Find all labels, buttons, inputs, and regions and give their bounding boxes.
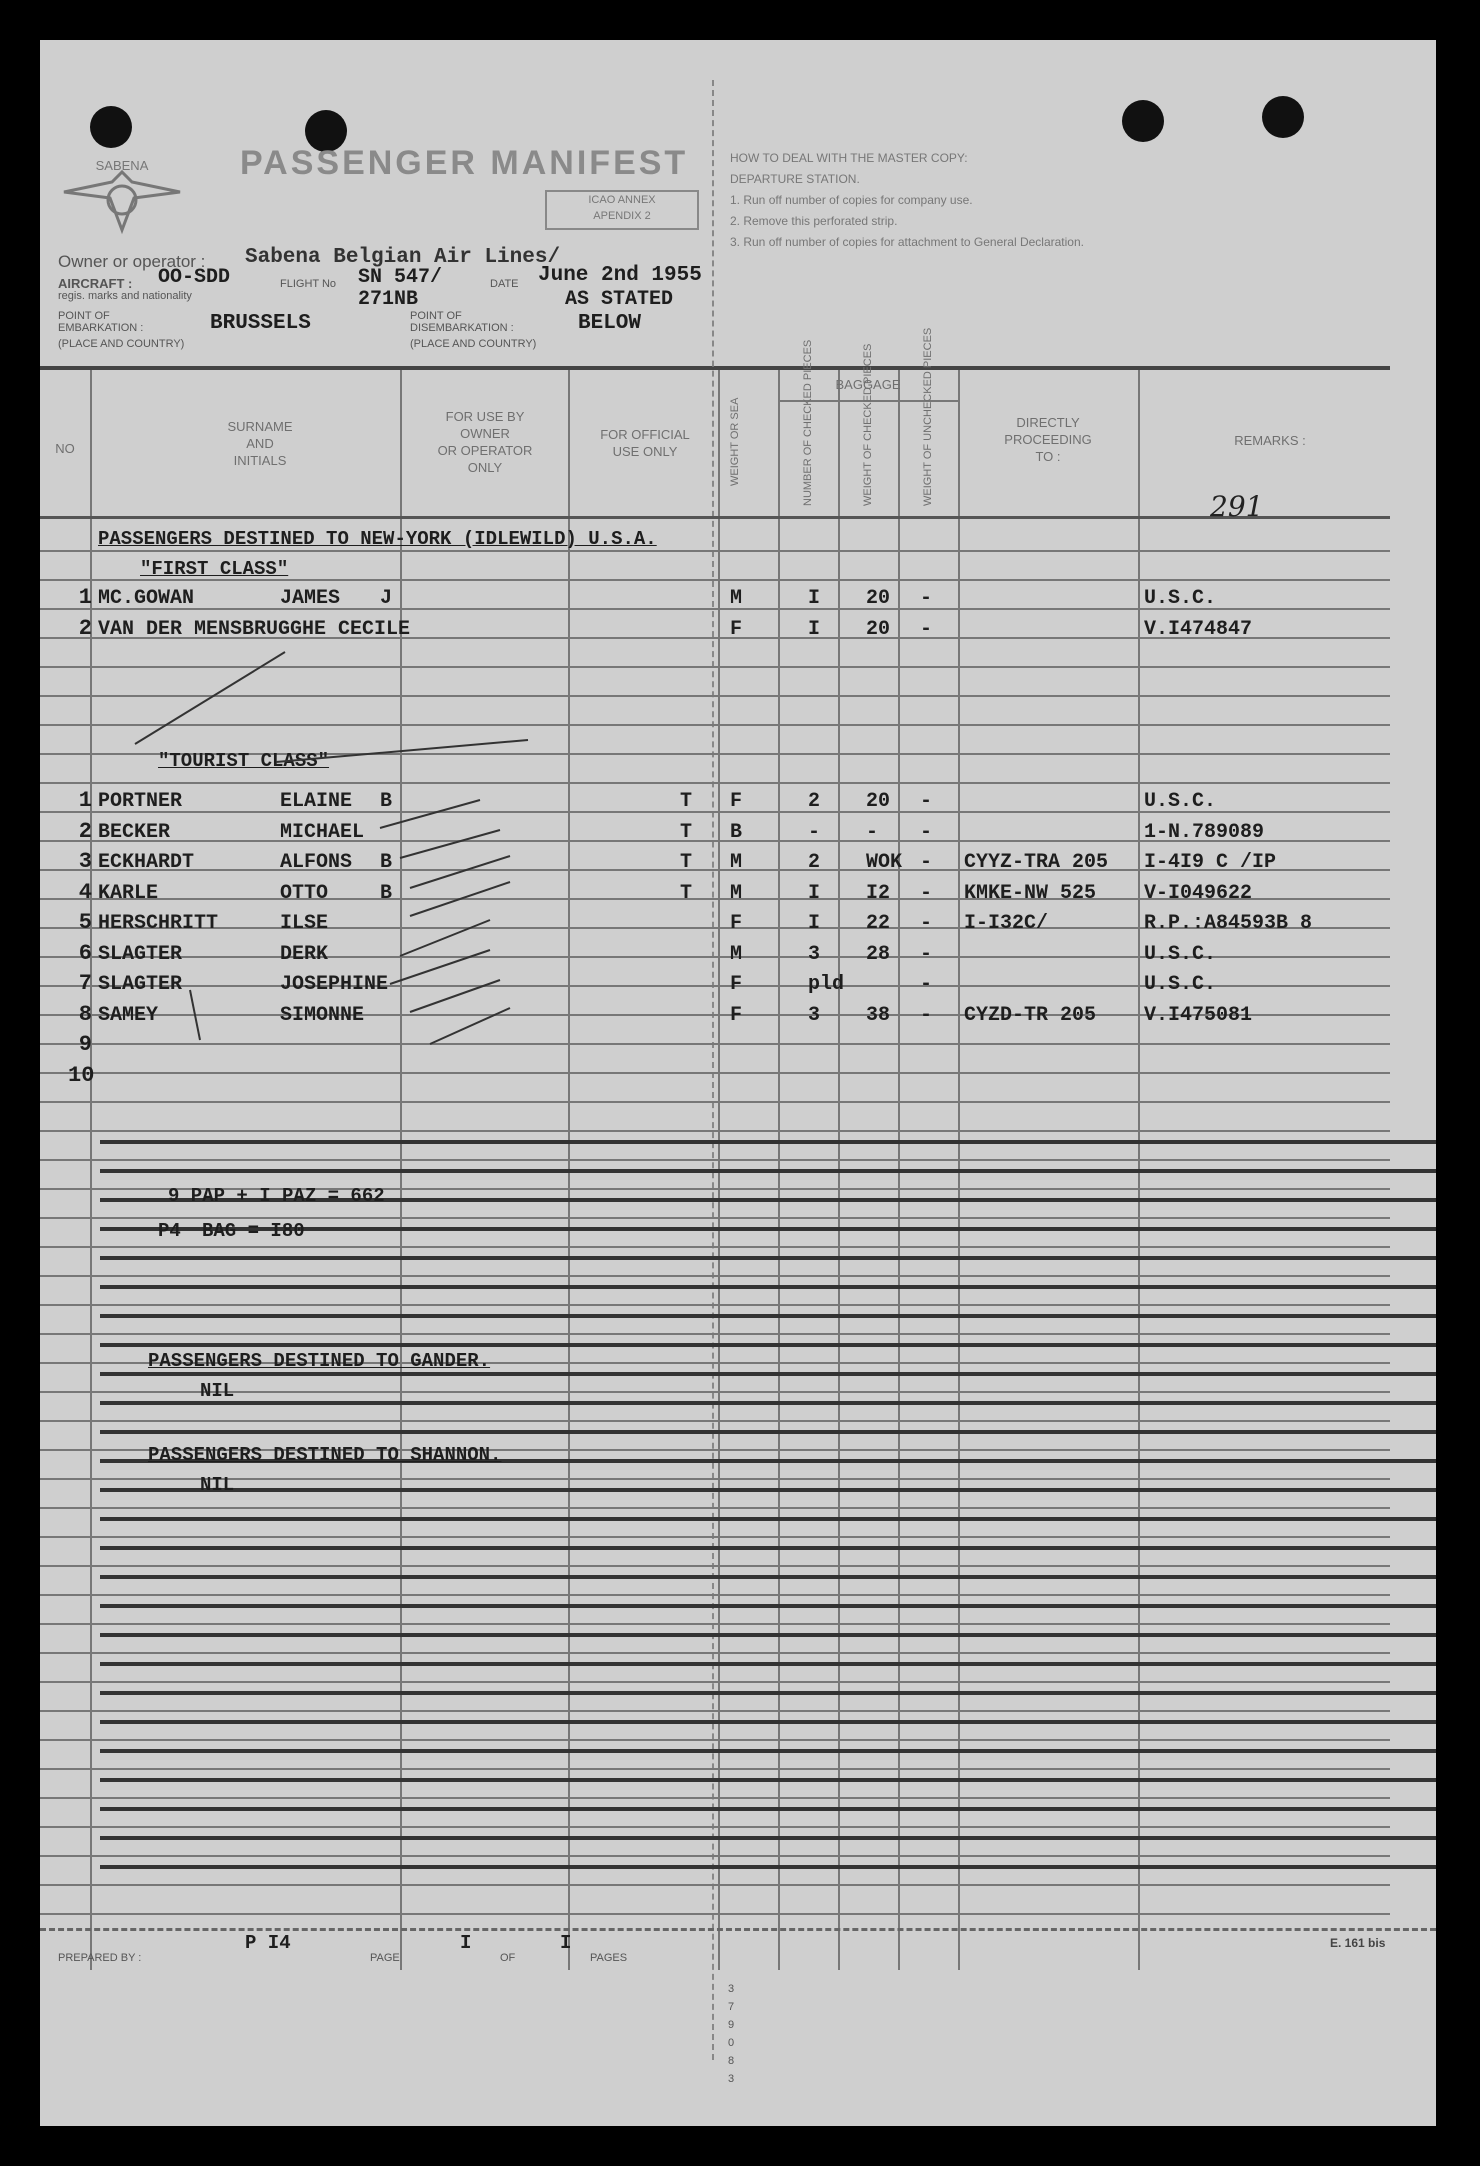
cell-unchecked: - <box>920 820 933 844</box>
cell-no: 3 <box>78 849 92 874</box>
cell-no: 7 <box>78 971 92 996</box>
embark-sub: (PLACE AND COUNTRY) <box>58 338 185 350</box>
cell-initial: J <box>380 587 393 610</box>
cell-surname: VAN DER MENSBRUGGHE CECILE <box>98 618 411 641</box>
cell-surname: SLAGTER <box>98 942 183 966</box>
cell-remarks: U.S.C. <box>1144 973 1217 996</box>
aircraft-sub: regis. marks and nationality <box>58 290 192 302</box>
of-label: OF <box>500 1952 516 1964</box>
cell-sex: M <box>730 851 743 874</box>
cell-pieces: 3 <box>808 1003 821 1027</box>
manifest-sheet <box>40 40 1436 2126</box>
col-proceeding-line: TO : <box>1035 449 1061 464</box>
cell-remarks: V.I474847 <box>1144 618 1253 641</box>
date-value2: AS STATED <box>565 288 674 311</box>
cell-remarks: V-I049622 <box>1144 881 1253 905</box>
cell-surname: MC.GOWAN <box>98 587 195 610</box>
col-owner-line: ONLY <box>467 460 503 475</box>
col-owner-line: OWNER <box>460 426 510 441</box>
cell-remarks: U.S.C. <box>1144 587 1217 610</box>
shannon-value: NIL <box>200 1474 235 1496</box>
cell-pieces: 3 <box>808 942 821 966</box>
cell-remarks: 1-N.789089 <box>1144 820 1265 844</box>
cell-pieces: I <box>808 618 821 641</box>
prepared-value: P I4 <box>245 1932 291 1954</box>
cell-given: MICHAEL <box>280 820 365 844</box>
cell-given: JAMES <box>280 587 341 610</box>
embark-value: BRUSSELS <box>210 312 311 335</box>
cell-no: 2 <box>78 616 92 641</box>
first-class-label: "FIRST CLASS" <box>140 558 289 580</box>
cell-pieces: I <box>808 587 821 610</box>
disembark-sub: (PLACE AND COUNTRY) <box>410 338 537 350</box>
flight-value: SN 547/ <box>358 266 443 289</box>
cell-given: ALFONS <box>280 851 353 874</box>
cell-surname: SAMEY <box>98 1003 159 1027</box>
strip-digits: 3 7 9 0 8 3 <box>728 1983 735 2085</box>
cell-remarks: I-4I9 C /IP <box>1144 851 1277 874</box>
instruction-item: 2. Remove this perforated strip. <box>730 214 898 228</box>
cell-weight: 28 <box>866 942 891 966</box>
of-value: I <box>560 1932 572 1954</box>
cell-pieces: 2 <box>808 790 821 813</box>
col-baggage: BAGGAGE <box>835 377 901 392</box>
cell-remarks: U.S.C. <box>1144 790 1217 813</box>
cell-given: SIMONNE <box>280 1003 365 1027</box>
cell-given: ILSE <box>280 912 329 935</box>
cell-weight: 20 <box>866 587 891 610</box>
pen-strokes-icon <box>40 40 1436 2126</box>
date-label: DATE <box>490 278 519 290</box>
cell-no: 10 <box>68 1062 95 1088</box>
aircraft-value: OO-SDD <box>158 266 231 289</box>
section-newyork: PASSENGERS DESTINED TO NEW-YORK (IDLEWILD) U.S.A. <box>98 528 657 550</box>
col-owner-line: OR OPERATOR <box>437 443 533 458</box>
cell-sex: B <box>730 820 743 844</box>
col-no: NO <box>55 441 75 456</box>
cell-unchecked: - <box>920 618 933 641</box>
tourist-class-label: "TOURIST CLASS" <box>158 750 330 772</box>
section-gander: PASSENGERS DESTINED TO GANDER. <box>148 1350 491 1372</box>
disembark-label: POINT OF DISEMBARKATION : <box>410 310 514 334</box>
cell-unchecked: - <box>920 942 933 966</box>
instruction-item: 3. Run off number of copies for attachment to General Declaration. <box>730 235 1084 249</box>
section-shannon: PASSENGERS DESTINED TO SHANNON. <box>148 1444 502 1466</box>
col-surname-line: INITIALS <box>233 453 287 468</box>
col-proceeding-line: PROCEEDING <box>1004 432 1092 447</box>
cell-pieces: I <box>808 881 821 905</box>
cell-sex: F <box>730 618 743 641</box>
instructions-sub: DEPARTURE STATION. <box>730 172 860 186</box>
col-bag-weight: WEIGHT OF CHECKED PIECES <box>862 343 874 506</box>
totals-prefix: P4 <box>158 1220 181 1242</box>
page-mark: 291 <box>1210 490 1264 523</box>
cell-official: T <box>680 820 693 844</box>
svg-text:SABENA: SABENA <box>95 158 149 173</box>
cell-unchecked: - <box>920 912 933 935</box>
cell-given: ELAINE <box>280 790 353 813</box>
cell-sex: M <box>730 942 743 966</box>
cell-surname: HERSCHRITT <box>98 912 219 935</box>
cell-no: 8 <box>78 1001 92 1027</box>
cell-proceeding: KMKE-NW 525 <box>964 881 1097 905</box>
cell-sex: M <box>730 587 743 610</box>
cell-weight: 22 <box>866 912 891 935</box>
cell-no: 2 <box>78 818 92 844</box>
embark-label: POINT OF EMBARKATION : <box>58 310 144 334</box>
aircraft-label: AIRCRAFT : <box>58 276 133 291</box>
col-official-line: FOR OFFICIAL <box>600 427 690 442</box>
cell-surname: PORTNER <box>98 790 183 813</box>
cell-initial: B <box>380 790 393 813</box>
cell-given: OTTO <box>280 881 329 905</box>
cell-sex: F <box>730 790 743 813</box>
pages-label: PAGES <box>590 1952 628 1964</box>
col-surname-line: AND <box>246 436 274 451</box>
col-remarks: REMARKS : <box>1234 433 1306 448</box>
cell-unchecked: - <box>920 881 933 905</box>
cell-surname: SLAGTER <box>98 973 183 996</box>
form-title: PASSENGER MANIFEST <box>240 144 689 182</box>
cell-no: 5 <box>78 910 92 935</box>
cell-surname: KARLE <box>98 881 159 905</box>
cell-official: T <box>680 851 693 874</box>
form-code: E. 161 bis <box>1330 1936 1386 1950</box>
totals-line2: BAG = I80 <box>202 1220 305 1242</box>
cell-weight: 20 <box>866 790 891 813</box>
cell-unchecked: - <box>920 1003 933 1027</box>
cell-unchecked: - <box>920 790 933 813</box>
cell-surname: ECKHARDT <box>98 851 195 874</box>
cell-unchecked: - <box>920 587 933 610</box>
cell-given: JOSEPHINE <box>280 973 389 996</box>
cell-sex: F <box>730 912 743 935</box>
col-official-line: USE ONLY <box>612 444 678 459</box>
date-value: June 2nd 1955 <box>538 264 702 287</box>
cell-sex: M <box>730 881 743 905</box>
page-value: I <box>460 1932 472 1954</box>
cell-unchecked: - <box>920 973 933 996</box>
col-bag-number: NUMBER OF CHECKED PIECES <box>802 339 814 506</box>
footer-rule <box>40 1928 1436 1931</box>
cell-initial: B <box>380 881 393 905</box>
cell-weight: 38 <box>866 1003 891 1027</box>
owner-value: Sabena Belgian Air Lines/ <box>245 246 561 269</box>
page-label: PAGE <box>370 1952 400 1964</box>
cell-surname: BECKER <box>98 820 171 844</box>
flight-value2: 271NB <box>358 288 419 311</box>
cell-sex: F <box>730 973 743 996</box>
cell-sex: F <box>730 1003 743 1027</box>
cell-remarks: R.P.:A84593B 8 <box>1144 912 1313 935</box>
disembark-value: BELOW <box>578 312 642 335</box>
cell-official: T <box>680 881 693 905</box>
prepared-label: PREPARED BY : <box>58 1952 142 1964</box>
col-surname-line: SURNAME <box>227 419 293 434</box>
cell-pieces: I <box>808 912 821 935</box>
cell-official: T <box>680 790 693 813</box>
icao-annex-line2: APENDIX 2 <box>593 210 651 222</box>
cell-given: DERK <box>280 942 329 966</box>
icao-annex-line1: ICAO ANNEX <box>588 194 656 206</box>
col-owner-line: FOR USE BY <box>445 409 525 424</box>
cell-proceeding: I-I32C/ <box>964 912 1049 935</box>
cell-initial: B <box>380 851 393 874</box>
cell-weight: I2 <box>866 881 891 905</box>
cell-no: 9 <box>78 1032 92 1057</box>
cell-no: 1 <box>78 788 92 813</box>
cell-pieces: 2 <box>808 851 821 874</box>
cell-proceeding: CYZD-TR 205 <box>964 1003 1097 1027</box>
col-proceeding-line: DIRECTLY <box>1016 415 1080 430</box>
cell-pieces: - <box>808 820 821 844</box>
cell-no: 4 <box>78 879 92 905</box>
cell-remarks: V.I475081 <box>1144 1003 1253 1027</box>
cell-no: 1 <box>78 585 92 610</box>
instruction-item: 1. Run off number of copies for company use. <box>730 193 973 207</box>
cell-weight: 20 <box>866 618 891 641</box>
owner-label: Owner or operator : <box>58 252 206 271</box>
cell-remarks: U.S.C. <box>1144 942 1217 966</box>
gander-value: NIL <box>200 1380 235 1402</box>
col-bag-unchecked: WEIGHT OF UNCHECKED PIECES <box>922 327 934 506</box>
instructions-title: HOW TO DEAL WITH THE MASTER COPY: <box>730 151 968 165</box>
cell-weight: - <box>866 820 879 844</box>
cell-unchecked: - <box>920 851 933 874</box>
cell-weight: WOK <box>866 851 903 874</box>
flight-label: FLIGHT No <box>280 278 337 290</box>
totals-line1: 9 PAP + I PAZ = 662 <box>168 1185 385 1207</box>
cell-proceeding: CYYZ-TRA 205 <box>964 851 1109 874</box>
cell-pieces: pld <box>808 973 845 996</box>
cell-no: 6 <box>78 940 92 966</box>
col-weight-or-sea: WEIGHT OR SEA <box>729 397 741 486</box>
